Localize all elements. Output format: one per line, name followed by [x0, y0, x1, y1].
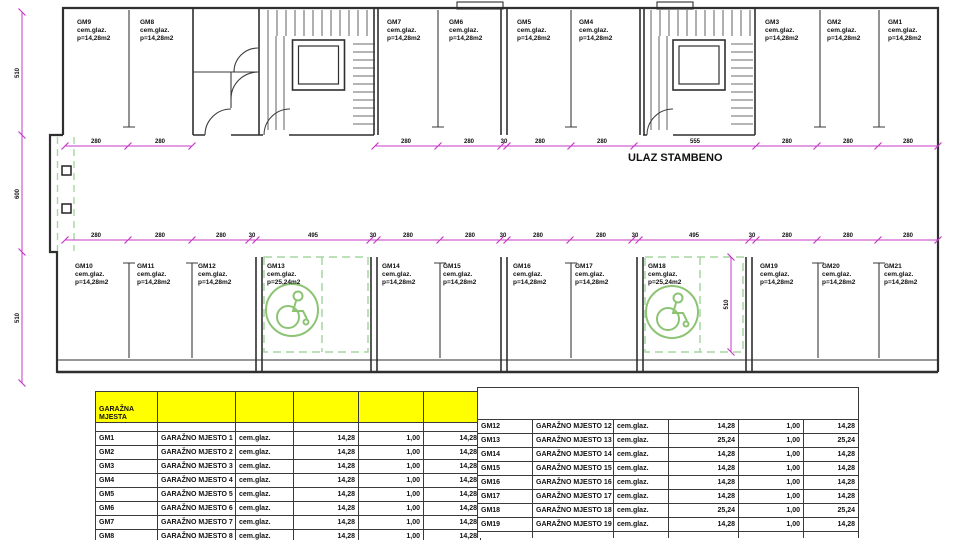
dimension-label: 510: [15, 312, 21, 324]
table-cell: cem.glaz.: [614, 518, 669, 532]
stall-id: GM21: [884, 263, 902, 270]
dimension-label: 280: [781, 139, 793, 145]
table-cell: 1,00: [359, 460, 424, 474]
dimension-label: 280: [215, 233, 227, 239]
stall-finish: cem.glaz.: [77, 27, 107, 34]
stall-area: p=14,28m2: [822, 279, 856, 286]
dimension-label: 280: [154, 233, 166, 239]
stall-area: p=14,28m2: [513, 279, 547, 286]
table-cell: GARAŽNO MJESTO 4: [158, 474, 236, 488]
table-cell: GARAŽNO MJESTO 15: [533, 462, 614, 476]
table-cell: 14,28: [669, 518, 739, 532]
stall-area: p=14,28m2: [575, 279, 609, 286]
dimension-label: 280: [842, 233, 854, 239]
table-cell: GARAŽNO MJESTO 2: [158, 446, 236, 460]
table-cell: 14,28: [294, 488, 359, 502]
table-cell: 1,00: [359, 516, 424, 530]
column: [62, 166, 71, 175]
stall-id: GM3: [765, 19, 780, 26]
table-cell: [359, 392, 424, 423]
stall-id: GM6: [449, 19, 464, 26]
table-cell: 14,28: [294, 460, 359, 474]
stall-finish: cem.glaz.: [822, 271, 852, 278]
table-cell: 1,00: [359, 474, 424, 488]
stall-area: p=14,28m2: [884, 279, 918, 286]
table-cell: [478, 388, 859, 420]
stall-finish: cem.glaz.: [648, 271, 678, 278]
table-row: [96, 474, 481, 488]
table-cell: 14,28: [424, 460, 481, 474]
table-cell: cem.glaz.: [236, 474, 294, 488]
stall-finish: cem.glaz.: [513, 271, 543, 278]
table-cell: 25,24: [804, 434, 859, 448]
table-cell: GM6: [96, 502, 158, 516]
stair-cores: [264, 10, 753, 135]
table-cell: cem.glaz.: [614, 476, 669, 490]
table-cell: 1,00: [359, 446, 424, 460]
blank-header-row: [478, 388, 859, 420]
dimension-label: 280: [402, 233, 414, 239]
table-cell: [804, 532, 859, 539]
wheelchair-icon: [646, 286, 698, 338]
dimension-label: 280: [842, 139, 854, 145]
table-cell: cem.glaz.: [236, 502, 294, 516]
table-cell: GARAŽNO MJESTO 8: [158, 530, 236, 540]
stall-finish: cem.glaz.: [888, 27, 918, 34]
table-cell: cem.glaz.: [614, 462, 669, 476]
stall-id: GM1: [888, 19, 903, 26]
dimension-label: 510: [724, 299, 730, 310]
stall-finish: cem.glaz.: [760, 271, 790, 278]
dimension-label: 30: [369, 233, 377, 239]
table-cell: GM4: [96, 474, 158, 488]
stall-id: GM14: [382, 263, 400, 270]
entrance-bay: [58, 137, 75, 251]
table-cell: 25,24: [804, 504, 859, 518]
table-cell: 14,28: [294, 446, 359, 460]
storage-rooms: [193, 48, 259, 135]
stall-id: GM12: [198, 263, 216, 270]
table-cell: GM19: [478, 518, 533, 532]
table-cell: 1,00: [359, 502, 424, 516]
table-cell: 1,00: [359, 432, 424, 446]
table-cell: [533, 532, 614, 539]
table-cell: GM1: [96, 432, 158, 446]
table-cell: 1,00: [739, 462, 804, 476]
table-cell: 1,00: [359, 488, 424, 502]
stall-finish: cem.glaz.: [443, 271, 473, 278]
table-cell: cem.glaz.: [614, 448, 669, 462]
dimension-label: 30: [631, 233, 639, 239]
stall-area: p=14,28m2: [77, 35, 111, 42]
dimension-label: 280: [902, 139, 914, 145]
table-cell: 14,28: [804, 448, 859, 462]
table-cell: 14,28: [294, 502, 359, 516]
column: [62, 204, 71, 213]
table-cell: [359, 423, 424, 432]
entrance-label: ULAZ STAMBENO: [628, 152, 723, 164]
table-cell: [158, 423, 236, 432]
table-cell: [236, 392, 294, 423]
stall-finish: cem.glaz.: [579, 27, 609, 34]
table-cell: 14,28: [294, 432, 359, 446]
table-cell: GARAŽNO MJESTO 3: [158, 460, 236, 474]
stall-id: GM5: [517, 19, 532, 26]
stall-finish: cem.glaz.: [765, 27, 795, 34]
stall-id: GM7: [387, 19, 402, 26]
stall-area: p=14,28m2: [760, 279, 794, 286]
dimension-label: 280: [534, 139, 546, 145]
table-cell: 14,28: [669, 448, 739, 462]
table-cell: 1,00: [739, 504, 804, 518]
dimension-label: 280: [463, 139, 475, 145]
stall-area: p=14,28m2: [888, 35, 922, 42]
table-cell: 14,28: [294, 516, 359, 530]
stall-finish: cem.glaz.: [382, 271, 412, 278]
table-cell: GM14: [478, 448, 533, 462]
dimension-label: 555: [689, 139, 701, 145]
table-cell: 14,28: [804, 518, 859, 532]
stall-area: p=14,28m2: [765, 35, 799, 42]
table-row: [478, 462, 859, 476]
table-cell: GARAŽNO MJESTO 18: [533, 504, 614, 518]
table-cell: GM2: [96, 446, 158, 460]
table-cell: GM7: [96, 516, 158, 530]
dimension-label: 30: [500, 139, 508, 145]
table-cell: cem.glaz.: [614, 490, 669, 504]
table-cell: 25,24: [669, 504, 739, 518]
dimension-label: 30: [499, 233, 507, 239]
stall-area: p=25,24m2: [648, 279, 682, 286]
dimension-label: 510: [15, 67, 21, 79]
dimension-label: 280: [596, 139, 608, 145]
elevator-shaft: [293, 40, 345, 90]
table-cell: GM17: [478, 490, 533, 504]
stall-id: GM10: [75, 263, 93, 270]
table-cell: 1,00: [739, 420, 804, 434]
table-cell: GM12: [478, 420, 533, 434]
table-cell: cem.glaz.: [236, 446, 294, 460]
table-cell: cem.glaz.: [236, 460, 294, 474]
stall-id: GM16: [513, 263, 531, 270]
table-cell: GM15: [478, 462, 533, 476]
table-cell: [96, 423, 158, 432]
table-cell: GM13: [478, 434, 533, 448]
garage-table-right: [477, 387, 859, 538]
table-cell: 25,24: [669, 434, 739, 448]
stall-area: p=14,28m2: [517, 35, 551, 42]
dimension-label: 280: [595, 233, 607, 239]
dimension-label: 30: [748, 233, 756, 239]
plan-labels: [15, 9, 942, 387]
stall-finish: cem.glaz.: [75, 271, 105, 278]
table-cell: [236, 423, 294, 432]
stall-finish: cem.glaz.: [575, 271, 605, 278]
table-cell: [158, 392, 236, 423]
table-title: GARAŽNA MJESTA: [96, 392, 158, 423]
table-cell: [669, 532, 739, 539]
stall-finish: cem.glaz.: [140, 27, 170, 34]
dimension-label: 600: [15, 188, 21, 200]
stall-id: GM8: [140, 19, 155, 26]
outer-walls: [50, 2, 938, 373]
dimension-label: 495: [688, 233, 700, 239]
table-row: [478, 476, 859, 490]
table-cell: 14,28: [294, 530, 359, 540]
stall-id: GM20: [822, 263, 840, 270]
table-row: [96, 460, 481, 474]
table-cell: 1,00: [739, 434, 804, 448]
table-cell: GARAŽNO MJESTO 19: [533, 518, 614, 532]
table-row: [478, 490, 859, 504]
dimension-label: 280: [90, 139, 102, 145]
table-cell: 14,28: [424, 488, 481, 502]
stall-area: p=14,28m2: [449, 35, 483, 42]
table-cell: GARAŽNO MJESTO 5: [158, 488, 236, 502]
partial-row: [478, 532, 859, 539]
stall-id: GM4: [579, 19, 594, 26]
stall-area: p=14,28m2: [137, 279, 171, 286]
table-cell: 14,28: [424, 516, 481, 530]
stall-id: GM11: [137, 263, 155, 270]
dimension-label: 280: [154, 139, 166, 145]
table-cell: 1,00: [739, 476, 804, 490]
table-row: [96, 488, 481, 502]
stall-finish: cem.glaz.: [137, 271, 167, 278]
stall-finish: cem.glaz.: [267, 271, 297, 278]
stall-finish: cem.glaz.: [517, 27, 547, 34]
stall-id: GM9: [77, 19, 92, 26]
stall-id: GM13: [267, 263, 285, 270]
stall-area: p=14,28m2: [387, 35, 421, 42]
table-row: [478, 518, 859, 532]
table-cell: 1,00: [739, 448, 804, 462]
stall-area: p=14,28m2: [140, 35, 174, 42]
table-cell: 14,28: [294, 474, 359, 488]
table-cell: cem.glaz.: [236, 516, 294, 530]
table-cell: cem.glaz.: [614, 420, 669, 434]
table-row: [96, 530, 481, 540]
table-cell: GM5: [96, 488, 158, 502]
table-cell: 14,28: [804, 476, 859, 490]
table-cell: 14,28: [669, 420, 739, 434]
dimension-label: 280: [902, 233, 914, 239]
table-cell: GM18: [478, 504, 533, 518]
table-row: [96, 446, 481, 460]
stall-area: p=14,28m2: [382, 279, 416, 286]
table-cell: 14,28: [669, 476, 739, 490]
table-cell: 1,00: [739, 518, 804, 532]
dimension-label: 280: [90, 233, 102, 239]
table-cell: cem.glaz.: [236, 432, 294, 446]
table-cell: GM3: [96, 460, 158, 474]
table-cell: 1,00: [739, 490, 804, 504]
table-cell: 14,28: [669, 462, 739, 476]
stall-id: GM2: [827, 19, 842, 26]
table-cell: GARAŽNO MJESTO 14: [533, 448, 614, 462]
dimension-label: 280: [400, 139, 412, 145]
table-cell: cem.glaz.: [614, 504, 669, 518]
table-cell: [424, 392, 481, 423]
spacer-row: [96, 423, 481, 432]
stall-area: p=14,28m2: [198, 279, 232, 286]
table-cell: 14,28: [424, 530, 481, 540]
table-cell: GARAŽNO MJESTO 13: [533, 434, 614, 448]
table-cell: GM8: [96, 530, 158, 540]
stall-id: GM17: [575, 263, 593, 270]
table-cell: 14,28: [669, 490, 739, 504]
table-cell: GM16: [478, 476, 533, 490]
table-cell: cem.glaz.: [236, 530, 294, 540]
table-header-row: [96, 392, 481, 423]
stall-finish: cem.glaz.: [387, 27, 417, 34]
table-row: [478, 420, 859, 434]
table-cell: 14,28: [804, 420, 859, 434]
dimension-label: 495: [307, 233, 319, 239]
table-row: [96, 502, 481, 516]
table-row: [478, 448, 859, 462]
table-cell: 14,28: [424, 446, 481, 460]
table-row: [478, 504, 859, 518]
table-cell: 14,28: [804, 462, 859, 476]
dimension-label: 280: [464, 233, 476, 239]
stall-area: p=14,28m2: [443, 279, 477, 286]
stall-id: GM15: [443, 263, 461, 270]
stall-id: GM18: [648, 263, 666, 270]
dimension-label: 280: [781, 233, 793, 239]
stall-id: GM19: [760, 263, 778, 270]
table-cell: GARAŽNO MJESTO 1: [158, 432, 236, 446]
stall-finish: cem.glaz.: [884, 271, 914, 278]
dimension-label: 30: [248, 233, 256, 239]
table-cell: 14,28: [424, 432, 481, 446]
dimension-label: 280: [532, 233, 544, 239]
table-cell: GARAŽNO MJESTO 17: [533, 490, 614, 504]
table-row: [96, 432, 481, 446]
stall-finish: cem.glaz.: [198, 271, 228, 278]
table-cell: 1,00: [359, 530, 424, 540]
table-cell: GARAŽNO MJESTO 16: [533, 476, 614, 490]
stall-finish: cem.glaz.: [449, 27, 479, 34]
table-cell: [478, 532, 533, 539]
table-cell: [739, 532, 804, 539]
table-cell: cem.glaz.: [236, 488, 294, 502]
stall-area: p=14,28m2: [827, 35, 861, 42]
stall-area: p=14,28m2: [579, 35, 613, 42]
table-cell: [614, 532, 669, 539]
table-cell: [424, 423, 481, 432]
table-row: [478, 434, 859, 448]
stall-area: p=25,24m2: [267, 279, 301, 286]
wheelchair-icon: [266, 284, 318, 336]
table-row: [96, 516, 481, 530]
table-cell: 14,28: [804, 490, 859, 504]
stall-area: p=14,28m2: [75, 279, 109, 286]
table-cell: 14,28: [424, 502, 481, 516]
elevator-shaft: [673, 40, 725, 90]
table-cell: GARAŽNO MJESTO 12: [533, 420, 614, 434]
table-cell: [294, 423, 359, 432]
table-cell: GARAŽNO MJESTO 7: [158, 516, 236, 530]
table-cell: [294, 392, 359, 423]
table-cell: GARAŽNO MJESTO 6: [158, 502, 236, 516]
table-cell: 14,28: [424, 474, 481, 488]
table-cell: cem.glaz.: [614, 434, 669, 448]
garage-table-left: [95, 391, 481, 540]
stall-finish: cem.glaz.: [827, 27, 857, 34]
